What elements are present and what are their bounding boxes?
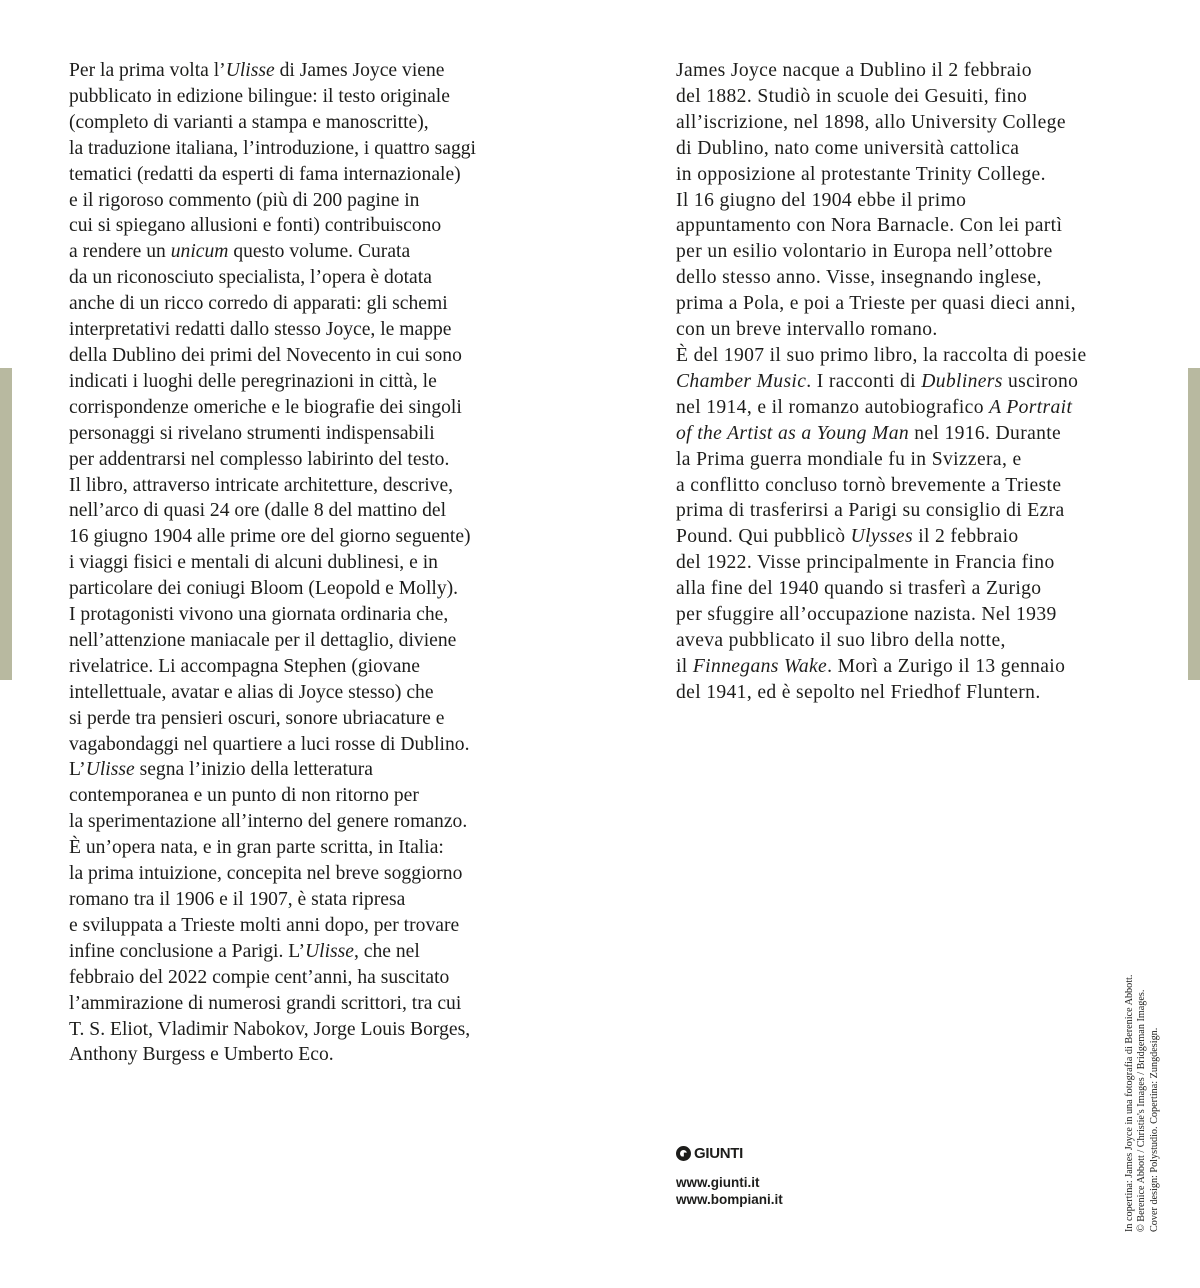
text-line	[676, 550, 1116, 576]
text-line	[676, 136, 1116, 162]
text-segment: 16 giugno 1904 alle prime ore del giorno seguente)	[69, 526, 471, 548]
text-line	[69, 861, 539, 887]
italic-title: Finnegans Wake	[692, 655, 828, 677]
text-segment: i viaggi fisici e mentali di alcuni dublinesi, e in	[69, 552, 438, 574]
text-segment: per sfuggire all’occupazione nazista. Nel 1939	[676, 604, 1057, 626]
text-line	[69, 395, 539, 421]
text-segment: Per la prima volta l’	[69, 60, 226, 81]
text-line	[676, 291, 1116, 317]
italic-title: of the Artist as a Young Man	[676, 422, 909, 444]
left-edge-tab	[0, 368, 12, 680]
credit-line: © Berenice Abbott / Christie's Images / Bridgeman Images.	[1136, 989, 1148, 1232]
text-line	[69, 58, 539, 84]
text-line	[676, 602, 1116, 628]
publisher-block	[676, 1142, 783, 1208]
text-line	[69, 473, 539, 499]
text-segment: . I racconti di	[806, 370, 922, 392]
text-line	[676, 447, 1116, 473]
text-line	[676, 576, 1116, 602]
text-line	[69, 524, 539, 550]
text-segment: romano tra il 1906 e il 1907, è stata ripresa	[69, 889, 406, 910]
text-line	[676, 239, 1116, 265]
text-line	[676, 369, 1116, 395]
text-line	[676, 58, 1116, 84]
italic-title: Ulisse	[85, 759, 135, 781]
italic-title: Ulysses	[850, 526, 913, 548]
text-segment: prima a Pola, e poi a Trieste per quasi dieci anni,	[676, 293, 1076, 315]
text-segment: (completo di varianti a stampa e manoscritte),	[69, 111, 429, 133]
text-segment: Pound. Qui pubblicò	[676, 526, 851, 548]
text-line	[69, 602, 539, 628]
text-line	[676, 110, 1116, 136]
text-segment: l’ammirazione di numerosi grandi scrittori, tra cui	[69, 992, 462, 1014]
text-segment: appuntamento con Nora Barnacle. Con lei partì	[676, 215, 1063, 237]
text-segment: di James Joyce viene	[274, 60, 445, 81]
italic-title: Ulisse	[225, 60, 275, 81]
giunti-g-icon	[676, 1146, 691, 1161]
text-line	[69, 239, 539, 265]
text-segment: indicati i luoghi delle peregrinazioni in città, le	[69, 370, 437, 392]
text-line	[69, 680, 539, 706]
text-segment: anche di un ricco corredo di apparati: gli schemi	[69, 293, 448, 315]
text-line	[69, 317, 539, 343]
text-segment: uscirono	[1002, 370, 1079, 392]
text-segment: È del 1907 il suo primo libro, la raccolta di poesie	[676, 344, 1087, 366]
text-segment: dello stesso anno. Visse, insegnando inglese,	[676, 267, 1042, 289]
text-segment: contemporanea e un punto di non ritorno per	[69, 785, 419, 807]
text-line	[69, 939, 539, 965]
credit-line: Cover design: Polystudio. Copertina: Zungdesign.	[1148, 1027, 1160, 1232]
italic-title: A Portrait	[989, 396, 1073, 418]
text-line	[676, 188, 1116, 214]
text-line	[69, 188, 539, 214]
text-line	[676, 473, 1116, 499]
italic-title: Chamber Music	[676, 370, 807, 392]
text-line	[69, 369, 539, 395]
text-segment: di Dublino, nato come università cattolica	[676, 137, 1020, 159]
text-segment: . Morì a Zurigo il 13 gennaio	[827, 655, 1066, 677]
text-segment: la traduzione italiana, l’introduzione, i quattro saggi	[69, 137, 476, 159]
text-line	[676, 162, 1116, 188]
text-line	[69, 498, 539, 524]
text-line	[676, 654, 1116, 680]
text-segment: la Prima guerra mondiale fu in Svizzera, e	[676, 448, 1022, 470]
text-segment: James Joyce nacque a Dublino il 2 febbraio	[676, 60, 1032, 81]
text-segment: la prima intuizione, concepita nel breve soggiorno	[69, 863, 463, 885]
right-edge-tab	[1188, 368, 1200, 680]
text-line	[69, 213, 539, 239]
text-line	[69, 757, 539, 783]
text-line	[69, 291, 539, 317]
text-segment: da un riconosciuto specialista, l’opera è dotata	[69, 267, 432, 289]
text-line	[69, 84, 539, 110]
text-segment: cui si spiegano allusioni e fonti) contribuiscono	[69, 215, 442, 237]
text-line	[69, 628, 539, 654]
text-segment: la sperimentazione all’interno del genere romanzo.	[69, 811, 468, 833]
text-segment: Il libro, attraverso intricate architetture, descrive,	[69, 474, 454, 496]
text-segment: della Dublino dei primi del Novecento in cui sono	[69, 344, 462, 366]
text-line	[676, 524, 1116, 550]
text-line	[676, 395, 1116, 421]
text-line	[69, 550, 539, 576]
text-segment: il 2 febbraio	[912, 526, 1019, 548]
text-segment: intellettuale, avatar e alias di Joyce stesso) che	[69, 681, 434, 703]
text-segment: e sviluppata a Trieste molti anni dopo, per trovare	[69, 914, 460, 936]
italic-title: Dubliners	[921, 370, 1003, 392]
italic-title: unicum	[170, 241, 229, 263]
text-segment: corrispondenze omeriche e le biografie dei singoli	[69, 396, 462, 418]
text-line	[676, 498, 1116, 524]
text-segment: a conflitto concluso tornò brevemente a Trieste	[676, 474, 1062, 496]
text-segment: nell’attenzione maniacale per il dettaglio, diviene	[69, 629, 457, 651]
text-line	[69, 783, 539, 809]
text-line	[69, 732, 539, 758]
text-segment: in opposizione al protestante Trinity College.	[676, 163, 1046, 185]
text-line	[69, 421, 539, 447]
italic-title: Ulisse	[304, 940, 354, 962]
text-line	[69, 447, 539, 473]
text-segment: a rendere un	[69, 241, 171, 263]
text-line	[69, 265, 539, 291]
text-segment: T. S. Eliot, Vladimir Nabokov, Jorge Louis Borges,	[69, 1018, 471, 1040]
text-line	[69, 809, 539, 835]
text-segment: del 1922. Visse principalmente in Francia fino	[676, 552, 1055, 574]
text-segment: tematici (redatti da esperti di fama internazionale)	[69, 163, 461, 185]
text-line	[676, 628, 1116, 654]
text-line	[69, 1042, 539, 1068]
text-segment: È un’opera nata, e in gran parte scritta, in Italia:	[69, 837, 444, 859]
text-line	[69, 654, 539, 680]
text-segment: questo volume. Curata	[228, 241, 411, 263]
text-segment: nell’arco di quasi 24 ore (dalle 8 del mattino del	[69, 500, 447, 522]
url-giunti[interactable]: www.giunti.it	[676, 1175, 760, 1190]
text-segment: si perde tra pensieri oscuri, sonore ubriacature e	[69, 707, 445, 729]
text-segment: pubblicato in edizione bilingue: il testo originale	[69, 85, 450, 107]
text-segment: aveva pubblicato il suo libro della notte,	[676, 629, 1006, 651]
publisher-urls	[676, 1174, 783, 1208]
text-line	[676, 343, 1116, 369]
text-line	[69, 991, 539, 1017]
text-segment: nel 1916. Durante	[908, 422, 1062, 444]
text-segment: del 1882. Studiò in scuole dei Gesuiti, fino	[676, 85, 1028, 107]
text-line	[69, 887, 539, 913]
text-line	[676, 680, 1116, 706]
biography-column	[676, 58, 1116, 706]
text-line	[69, 835, 539, 861]
text-segment: particolare dei coniugi Bloom (Leopold e Molly).	[69, 578, 459, 600]
text-line	[69, 136, 539, 162]
text-segment: Il 16 giugno del 1904 ebbe il primo	[676, 189, 967, 211]
text-line	[69, 110, 539, 136]
text-line	[69, 576, 539, 602]
text-segment: il	[676, 655, 693, 677]
text-segment: febbraio del 2022 compie cent’anni, ha suscitato	[69, 966, 450, 988]
text-segment: all’iscrizione, nel 1898, allo University College	[676, 111, 1066, 133]
cover-credits	[1124, 912, 1161, 1232]
text-segment: rivelatrice. Li accompagna Stephen (giovane	[69, 655, 420, 677]
text-line	[69, 1017, 539, 1043]
text-line	[69, 162, 539, 188]
text-segment: e il rigoroso commento (più di 200 pagine in	[69, 189, 420, 211]
credit-line: In copertina: James Joyce in una fotografia di Berenice Abbott.	[1124, 974, 1135, 1232]
text-segment: , che nel	[353, 940, 420, 962]
text-segment: infine conclusione a Parigi. L’	[69, 940, 305, 962]
text-segment: con un breve intervallo romano.	[676, 319, 938, 341]
text-segment: I protagonisti vivono una giornata ordinaria che,	[69, 604, 449, 626]
url-bompiani[interactable]: www.bompiani.it	[676, 1192, 783, 1207]
text-segment: nel 1914, e il romanzo autobiografico	[676, 396, 990, 418]
text-line	[676, 84, 1116, 110]
text-line	[69, 965, 539, 991]
text-segment: prima di trasferirsi a Parigi su consiglio di Ezra	[676, 500, 1065, 522]
text-segment: segna l’inizio della letteratura	[134, 759, 373, 781]
text-segment: L’	[69, 759, 86, 781]
text-line	[69, 913, 539, 939]
text-line	[69, 343, 539, 369]
text-segment: per un esilio volontario in Europa nell’ottobre	[676, 241, 1053, 263]
text-segment: alla fine del 1940 quando si trasferì a Zurigo	[676, 578, 1042, 600]
text-line	[676, 265, 1116, 291]
text-segment: vagabondaggi nel quartiere a luci rosse di Dublino.	[69, 733, 470, 755]
synopsis-column	[69, 58, 539, 1068]
text-line	[69, 706, 539, 732]
text-line	[676, 421, 1116, 447]
text-line	[676, 317, 1116, 343]
text-segment: personaggi si rivelano strumenti indispensabili	[69, 422, 435, 444]
text-line	[676, 213, 1116, 239]
text-segment: del 1941, ed è sepolto nel Friedhof Fluntern.	[676, 681, 1041, 703]
publisher-name: GIUNTI	[694, 1144, 744, 1162]
text-segment: per addentrarsi nel complesso labirinto del testo.	[69, 448, 450, 470]
text-segment: interpretativi redatti dallo stesso Joyce, le mappe	[69, 319, 452, 341]
text-segment: Anthony Burgess e Umberto Eco.	[69, 1044, 334, 1066]
publisher-logo	[676, 1142, 783, 1164]
